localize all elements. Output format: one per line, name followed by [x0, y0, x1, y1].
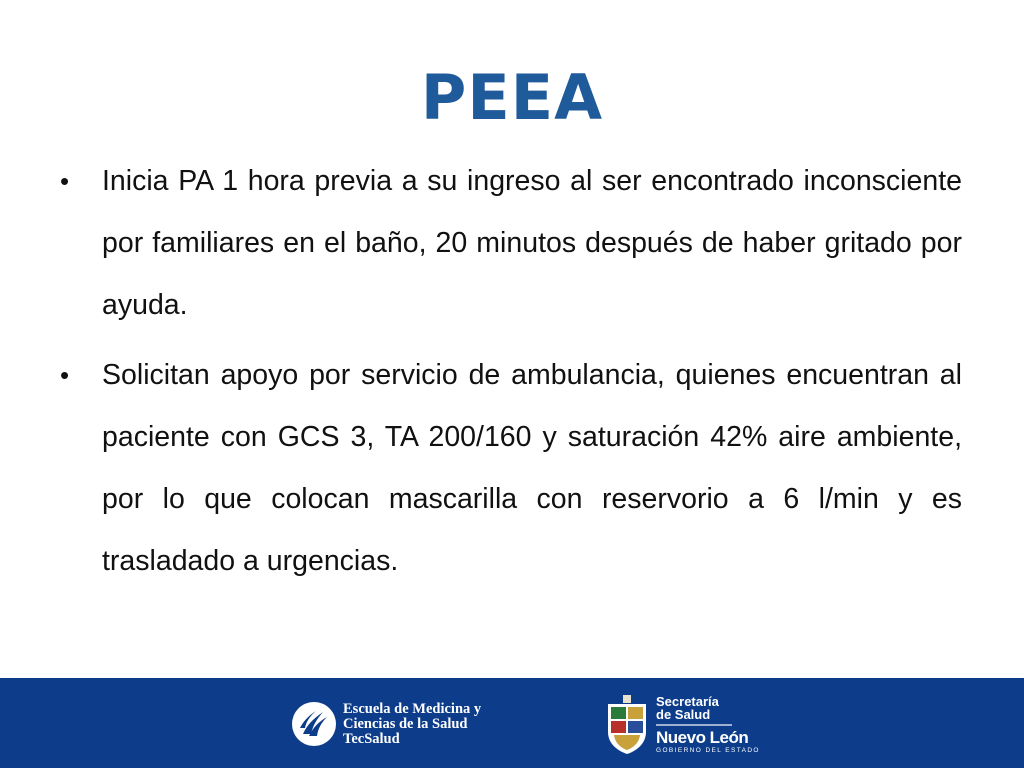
bullet-dot-icon: • [60, 360, 70, 390]
logo-divider [656, 724, 732, 726]
tecsalud-text [343, 702, 481, 747]
nuevo-leon-label: Nuevo León [656, 728, 749, 747]
tecsalud-logo [291, 700, 481, 748]
gobierno-label: GOBIERNO DEL ESTADO [656, 747, 760, 754]
tec-line-1: Escuela de Medicina y [343, 700, 482, 717]
footer-bar [0, 678, 1024, 768]
tecsalud-flame-icon [291, 701, 337, 747]
bullet-item [58, 150, 962, 336]
nuevo-leon-text [656, 695, 760, 755]
bullet-text: Inicia PA 1 hora previa a su ingreso al ser encontrado inconsciente por familiares en el baño, 20 minutos después de haber gritado por ayuda. [102, 165, 962, 321]
tec-line-2: Ciencias de la Salud [343, 715, 468, 732]
nuevo-leon-coat-of-arms-icon [604, 694, 650, 756]
secretaria-label: Secretaría [656, 694, 719, 709]
tec-line-3: TecSalud [343, 730, 400, 747]
bullet-dot-icon: • [60, 166, 70, 196]
nuevo-leon-logo [604, 690, 760, 760]
bullet-text: Solicitan apoyo por servicio de ambulancia, quienes encuentran al paciente con GCS 3, TA 200/160 y saturación 42% aire ambiente, por lo que colocan mascarilla con reservorio a 6 l/min y es trasladado a urgencias. [102, 359, 962, 577]
de-salud-label: de Salud [656, 707, 711, 722]
slide-title: PEEA [420, 61, 604, 134]
bullet-list [58, 150, 962, 600]
bullet-item [58, 344, 962, 592]
